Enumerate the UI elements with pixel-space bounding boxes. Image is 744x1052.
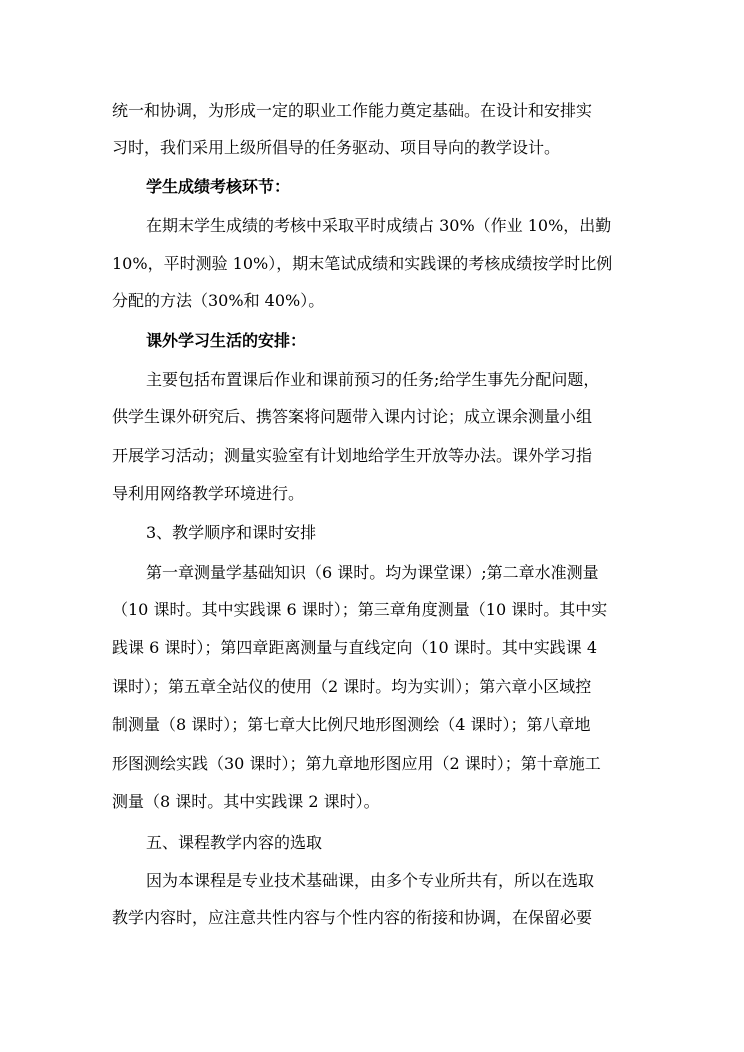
- body-line-9: 供学生课外研究后、携答案将问题带入课内讨论；成立课余测量小组: [112, 407, 593, 426]
- body-line-18: 形图测绘实践（30 课时）；第九章地形图应用（2 课时）；第十章施工: [112, 754, 601, 773]
- body-line-14: （10 课时。其中实践课 6 课时）；第三章角度测量（10 课时。其中实: [112, 600, 608, 619]
- body-line-6: 分配的方法（30%和 40%）。: [112, 291, 325, 310]
- body-line-5: 10%，平时测验 10%），期末笔试成绩和实践课的考核成绩按学时比例: [112, 254, 613, 273]
- body-line-2: 习时，我们采用上级所倡导的任务驱动、项目导向的教学设计。: [112, 138, 561, 157]
- body-line-4: 在期末学生成绩的考核中采取平时成绩占 30%（作业 10%，出勤: [146, 216, 612, 235]
- section-heading-grading: 学生成绩考核环节：: [146, 177, 291, 196]
- body-line-22: 教学内容时，应注意共性内容与个性内容的衔接和协调，在保留必要: [112, 908, 593, 927]
- body-line-11: 导利用网络教学环境进行。: [112, 484, 305, 503]
- section-heading-schedule: 3、教学顺序和课时安排: [146, 523, 317, 542]
- body-line-16: 课时）；第五章全站仪的使用（2 课时。均为实训）；第六章小区域控: [112, 677, 592, 696]
- body-line-10: 开展学习活动；测量实验室有计划地给学生开放等办法。课外学习指: [112, 446, 593, 465]
- body-line-8: 主要包括布置课后作业和课前预习的任务;给学生事先分配问题，: [146, 370, 600, 389]
- body-line-15: 践课 6 课时）；第四章距离测量与直线定向（10 课时。其中实践课 4: [112, 638, 598, 657]
- section-heading-extracurricular: 课外学习生活的安排：: [146, 331, 307, 350]
- body-line-13: 第一章测量学基础知识（6 课时。均为课堂课）;第二章水准测量: [146, 563, 599, 582]
- body-line-17: 制测量（8 课时）；第七章大比例尺地形图测绘（4 课时）；第八章地: [112, 715, 591, 734]
- body-line-19: 测量（8 课时。其中实践课 2 课时）。: [112, 792, 380, 811]
- body-line-21: 因为本课程是专业技术基础课，由多个专业所共有，所以在选取: [146, 871, 595, 890]
- body-line-1: 统一和协调，为形成一定的职业工作能力奠定基础。在设计和安排实: [112, 101, 593, 120]
- section-heading-content: 五、课程教学内容的选取: [146, 833, 323, 852]
